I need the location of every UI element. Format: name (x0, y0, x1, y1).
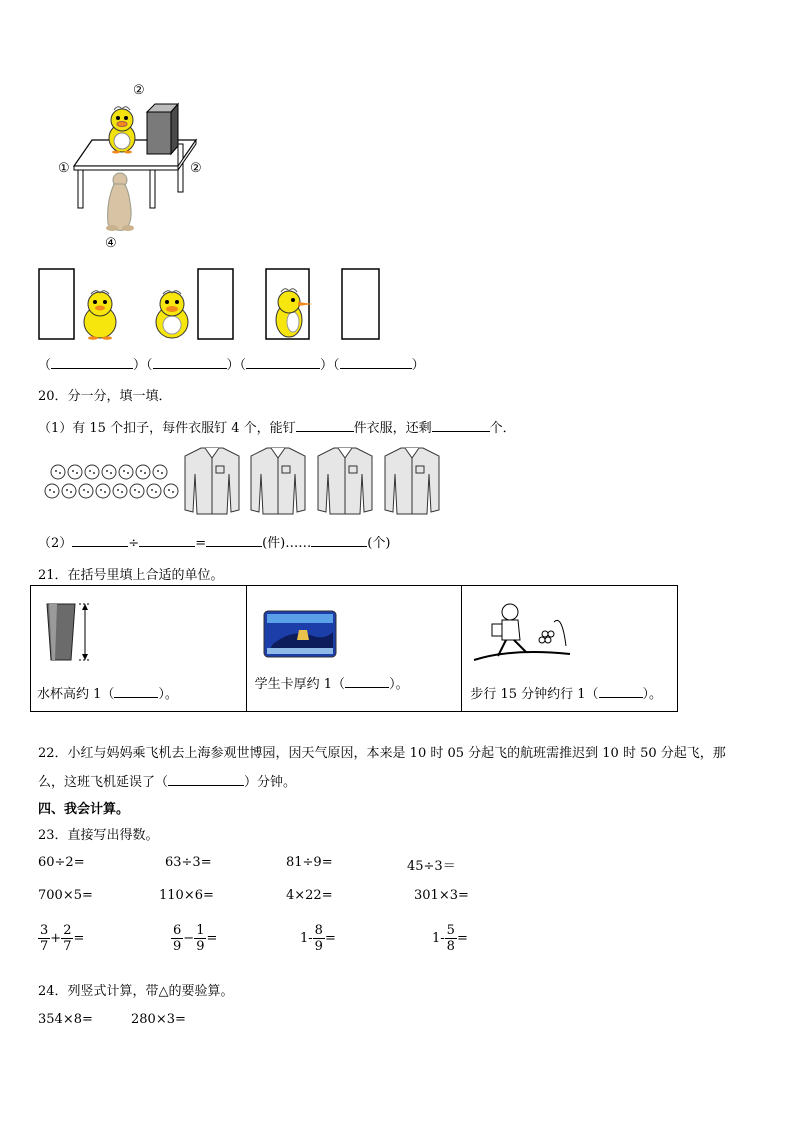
equals-sign: = (206, 931, 218, 946)
fraction-8-9 (313, 923, 325, 954)
denominator: 9 (173, 939, 182, 954)
q21-card-text-b: ）。 (389, 677, 409, 692)
q23-item-2: 63÷3= (165, 855, 212, 870)
shirt-illustration-3 (316, 446, 374, 516)
buttons-illustration (44, 463, 184, 503)
equals-sign: = (73, 931, 85, 946)
unit-pieces: (件)…… (262, 536, 312, 551)
paren-close: ） (411, 358, 425, 373)
q21-card-text (255, 673, 409, 692)
section-4-title: 四、我会计算。 (38, 802, 130, 817)
q22-blank-minutes[interactable] (168, 773, 244, 786)
denominator: 7 (40, 939, 49, 954)
q21-title: 21．在括号里填上合适的单位。 (38, 568, 224, 583)
view-option-duck-and-box (150, 268, 236, 340)
fraction-5-8 (445, 923, 457, 954)
box-illustration (145, 102, 180, 156)
divide-sign: ÷ (128, 536, 140, 551)
shirt-illustration-2 (249, 446, 307, 516)
denominator: 7 (63, 939, 72, 954)
q21-card-text-a: 学生卡厚约 1（ (254, 677, 346, 692)
q21-cup-text-b: ）。 (158, 687, 178, 702)
q20-part2-label: （2） (38, 536, 73, 551)
q23-item-5: 700×5= (38, 888, 93, 903)
shirt-illustration-1 (183, 446, 241, 516)
q21-cell-walk (462, 586, 678, 712)
q21-blank-cup[interactable] (114, 685, 158, 698)
numerator: 3 (40, 923, 49, 938)
q20-part1-text-c: 个． (489, 421, 516, 436)
answer-blank-4[interactable] (340, 356, 412, 369)
equals-sign: = (195, 536, 207, 551)
q23-title: 23．直接写出得数。 (38, 828, 159, 843)
numerator: 2 (63, 923, 72, 938)
view-option-box-empty (38, 268, 76, 340)
equals-sign: = (324, 931, 336, 946)
q24-title: 24．列竖式计算，带△的要验算。 (38, 984, 234, 999)
q21-cell-card (246, 586, 462, 712)
q20-part1-text-b: 件衣服，还剩 (353, 421, 432, 436)
fraction-2-7 (61, 923, 73, 954)
view-option-box-with-duck (265, 268, 315, 340)
q23-fraction-item-3 (300, 923, 336, 954)
one-minus: 1- (300, 931, 313, 946)
numerator: 5 (446, 923, 455, 938)
equals-sign: = (456, 931, 468, 946)
view-answer-blanks (38, 354, 425, 373)
q20-part1 (38, 417, 516, 436)
q20-blank-divisor[interactable] (139, 534, 195, 547)
numerator: 6 (173, 923, 182, 938)
denominator: 9 (196, 939, 205, 954)
fraction-3-7 (38, 923, 50, 954)
paren-sep-1: ）（ (133, 358, 153, 373)
q22-line2 (38, 771, 296, 790)
denominator: 9 (314, 939, 323, 954)
q20-blank-remaining[interactable] (432, 419, 490, 432)
q20-blank-pieces[interactable] (296, 419, 354, 432)
q20-part2 (38, 532, 390, 551)
q24-item-2: 280×3= (131, 1012, 186, 1027)
one-minus: 1- (432, 931, 445, 946)
view-marker-1-left: ① (58, 161, 70, 176)
view-option-duck-front (78, 288, 122, 340)
q23-fraction-item-2 (171, 923, 217, 954)
q21-blank-card[interactable] (345, 675, 389, 688)
answer-blank-3[interactable] (246, 356, 320, 369)
q23-item-4: 45÷3＝ (407, 859, 456, 874)
student-card-illustration (263, 610, 337, 658)
numerator: 8 (314, 923, 323, 938)
q22-line2-text-a: 么，这班飞机延误了（ (38, 775, 169, 790)
view-marker-2-right: ② (190, 161, 202, 176)
fraction-6-9 (171, 923, 183, 954)
q22-line1: 22．小红与妈妈乘飞机去上海参观世博园，因天气原因，本来是 10 时 05 分起飞的航班需推迟到 10 时 50 分起飞，那 (38, 746, 726, 761)
q21-walk-text-b: ）。 (642, 687, 663, 702)
q20-blank-quotient[interactable] (206, 534, 262, 547)
q24-item-1: 354×8= (38, 1012, 93, 1027)
unit-remaining: (个) (367, 536, 391, 551)
denominator: 8 (446, 939, 455, 954)
q23-item-8: 301×3= (414, 888, 469, 903)
q20-part1-text-a: （1）有 15 个扣子，每件衣服钉 4 个，能钉 (38, 421, 296, 436)
plus-sign: + (50, 931, 62, 946)
view-marker-2-top: ② (133, 83, 145, 98)
q22-line2-text-b: ）分钟。 (244, 775, 297, 790)
q23-item-1: 60÷2= (38, 855, 85, 870)
answer-blank-1[interactable] (51, 356, 133, 369)
duck-illustration-on-table (104, 104, 140, 154)
view-marker-4-bottom: ④ (105, 236, 117, 251)
q23-item-6: 110×6= (159, 888, 214, 903)
q21-walk-text (470, 683, 662, 702)
view-option-box-empty-2 (341, 268, 381, 340)
paren-open: （ (38, 358, 52, 373)
q23-item-7: 4×22= (286, 888, 333, 903)
q20-blank-dividend[interactable] (72, 534, 128, 547)
dog-illustration (100, 172, 140, 234)
q21-cell-cup (31, 586, 247, 712)
q23-item-3: 81÷9= (286, 855, 333, 870)
fraction-1-9 (194, 923, 206, 954)
paren-sep-3: ）（ (320, 358, 340, 373)
numerator: 1 (196, 923, 205, 938)
q23-fraction-item-4 (432, 923, 468, 954)
q20-blank-remainder[interactable] (311, 534, 367, 547)
q21-cup-text-a: 水杯高约 1（ (37, 687, 115, 702)
walking-boy-illustration (472, 602, 572, 666)
paren-sep-2: ）（ (226, 358, 247, 373)
q20-title: 20．分一分，填一填． (38, 389, 172, 404)
q21-units-table (30, 585, 678, 712)
answer-blank-2[interactable] (153, 356, 227, 369)
cup-illustration (45, 602, 95, 664)
minus-sign: − (183, 931, 195, 946)
q21-blank-walk[interactable] (599, 685, 643, 698)
q21-cup-text (37, 683, 178, 702)
shirt-illustration-4 (383, 446, 441, 516)
q23-fraction-item-1 (38, 923, 84, 954)
q21-walk-text-a: 步行 15 分钟约行 1（ (470, 687, 599, 702)
